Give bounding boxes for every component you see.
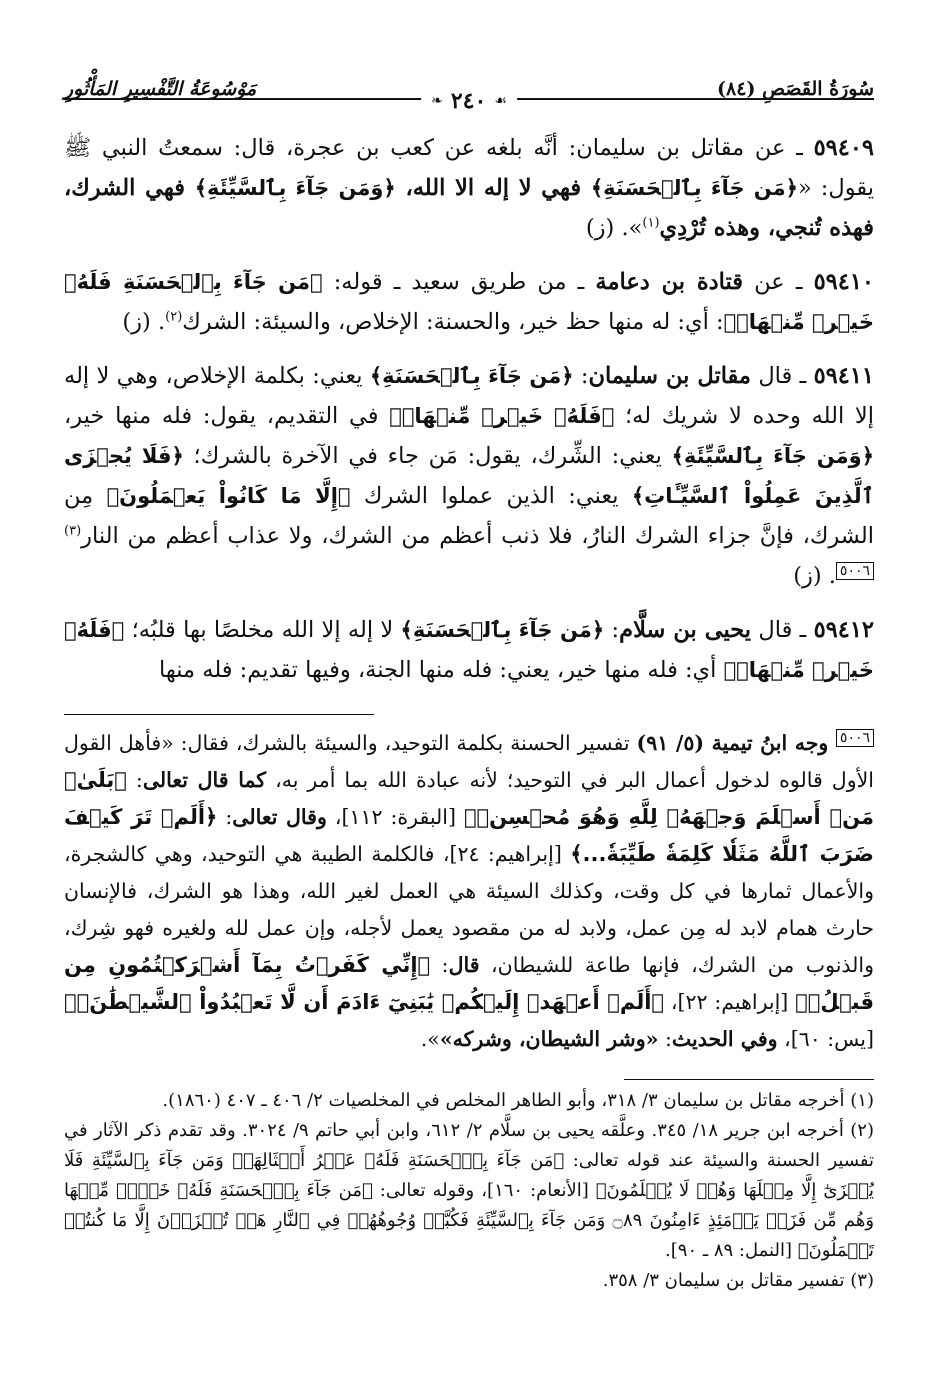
footnote-3: (٣) تفسير مقاتل بن سليمان ٣/ ٣٥٨. bbox=[602, 1269, 874, 1291]
note-text: : bbox=[430, 953, 449, 977]
note-text: تفسير الحسنة بكلمة التوحيد، والسيئة بالشرك، فقال: «فأهل القول الأول قالوه لدخول أعمال البر في التوحيد؛ لأنه عبادة الله بما أمر به، bbox=[64, 731, 874, 792]
entry-text: ـ من طريق سعيد ـ قوله: bbox=[322, 269, 596, 295]
entry-text: ـ عن مقاتل بن سليمان: أنَّه بلغه عن كعب بن عجرة، قال: سمعتُ النبي ﷺ يقول: « bbox=[64, 135, 874, 201]
quran-quote: ﴿مَن جَآءَ بِٱلۡحَسَنَةِ﴾ bbox=[369, 364, 574, 388]
note-bold-text: وجه ابنُ تيمية (٥/ ٩١) bbox=[636, 731, 836, 755]
entry-text: ـ قال bbox=[751, 363, 814, 389]
entry-number: ٥٩٤٠٩ bbox=[813, 135, 874, 161]
quran-quote: ﴿أَلَمۡ أَعۡهَدۡ إِلَيۡكُمۡ يَٰبَنِيٓ ءَادَمَ أَن لَّا تَعۡبُدُواْ ٱلشَّيۡطَٰنَۖ﴾ bbox=[64, 990, 665, 1014]
entry-number: ٥٩٤١٠ bbox=[813, 269, 875, 295]
note-bold-text: قال bbox=[448, 953, 480, 977]
narrator-name: مقاتل بن سليمان bbox=[588, 363, 751, 389]
entry-text: . (ز) bbox=[793, 563, 836, 589]
note-text: [إبراهيم: ٢٢]، bbox=[664, 990, 796, 1014]
entry-text: يعني: الشِّرك، يقول: مَن جاء في الآخرة بالشرك؛ bbox=[183, 443, 672, 469]
entry-bold-text: فهي الشرك، فهذه تُنجي، وهذه تُرْدِي bbox=[64, 175, 874, 241]
entry-text: ـ قال bbox=[751, 617, 814, 643]
narrator-name: قتادة بن دعامة bbox=[595, 269, 744, 295]
quran-quote: ﴿بَلَىٰۚ مَنۡ أَسۡلَمَ وَجۡهَهُۥ لِلَّهِ وَهُوَ مُحۡسِنٞ﴾ bbox=[64, 768, 874, 829]
note-bold-text: «وشر الشيطان، وشركه» bbox=[439, 1027, 659, 1051]
entry-text: : bbox=[573, 363, 589, 389]
quran-quote: ﴿مَن جَآءَ بِٱلۡحَسَنَةِ﴾ bbox=[590, 176, 798, 200]
entry-text: : bbox=[604, 617, 620, 643]
editor-note-ref[interactable]: ٥٠٠٦ bbox=[836, 562, 874, 580]
entry-text: مِن الشرك، فإنَّ جزاء الشرك النارُ، فلا ذنب أعظم من الشرك، ولا عذاب أعظم من النار bbox=[64, 483, 874, 549]
entry-number: ٥٩٤١٢ bbox=[813, 617, 874, 643]
quran-quote: ﴿مَن جَآءَ بِٱلۡحَسَنَةِ﴾ bbox=[400, 618, 605, 642]
note-bold-text: وقال تعالى bbox=[232, 805, 327, 829]
page-number-block bbox=[421, 88, 517, 114]
quran-quote: ﴿وَمَن جَآءَ بِٱلسَّيِّئَةِ﴾ bbox=[194, 176, 396, 200]
footnote-separator bbox=[624, 1079, 874, 1080]
note-text: [يس: ٦٠]، bbox=[777, 1027, 874, 1051]
ornament-right-icon: ☙ bbox=[494, 93, 507, 109]
quran-quote: ﴿إِنِّي كَفَرۡتُ بِمَآ أَشۡرَكۡتُمُونِ مِن قَبۡلُۗ﴾ bbox=[64, 953, 874, 1014]
page-header bbox=[64, 52, 874, 114]
note-text: ». bbox=[420, 1027, 440, 1051]
note-text: : bbox=[126, 768, 143, 792]
page-number: ٢٤٠ bbox=[450, 88, 487, 114]
note-bold-text: وفي الحديث bbox=[671, 1027, 778, 1051]
ornament-left-icon: ❧ bbox=[431, 93, 443, 109]
note-bold-text: كما قال تعالى bbox=[142, 768, 267, 792]
series-title: مَوْسُوعَةُ التَّفْسِيرِ المَأْثُورِ bbox=[64, 78, 257, 100]
entry-59412 bbox=[64, 610, 874, 690]
editor-note-number: ٥٠٠٦ bbox=[836, 729, 874, 747]
footnote-2: (٢) أخرجه ابن جرير ١٨/ ٣٤٥. وعلَّقه يحيى بن سلَّام ٢/ ٦١٢، وابن أبي حاتم ٩/ ٣٠٢٤. وقد تقدم ذكر الآثار في تفسير الحسنة والسيئة عند قوله تعالى: ﴿مَن جَآءَ بِٱلۡحَسَنَةِ فَلَهُۥ عَشۡرُ أَمۡثَالِهَاۖ وَمَن جَآءَ بِٱلسَّيِّئَةِ فَلَا يُجۡزَىٰٓ إِلَّا مِثۡلَهَا وَهُمۡ لَا يُظۡلَمُونَ﴾ [الأنعام: ١٦٠]، وقوله تعالى: ﴿مَن جَآءَ بِٱلۡحَسَنَةِ فَلَهُۥ خَيۡرٞ مِّنۡهَا وَهُم مِّن فَزَعٖ يَوۡمَئِذٍ ءَامِنُونَ ۝٨٩ وَمَن جَآءَ بِٱلسَّيِّئَةِ فَكُبَّتۡ وُجُوهُهُمۡ فِي ٱلنَّارِ هَلۡ تُجۡزَوۡنَ إِلَّا مَا كُنتُمۡ تَعۡمَلُونَ﴾ [النمل: ٨٩ ـ ٩٠]. bbox=[64, 1119, 875, 1261]
entry-text: ـ عن bbox=[743, 269, 814, 295]
entry-59410 bbox=[64, 262, 874, 342]
narrator-name: يحيى بن سلَّام bbox=[619, 617, 752, 643]
entry-text: يعني: بكلمة الإخلاص، وهي لا إله إلا الله وحده لا شريك له؛ bbox=[64, 363, 874, 429]
entry-text: : أي: له منها حظ خير، والحسنة: الإخلاص، والسيئة: الشرك bbox=[182, 309, 724, 335]
quran-quote: ﴿أَلَمۡ تَرَ كَيۡفَ ضَرَبَ ٱللَّهُ مَثَلٗا كَلِمَةٗ طَيِّبَةٗ...﴾ bbox=[64, 805, 874, 866]
footnote-1: (١) أخرجه مقاتل بن سليمان ٣/ ٣١٨، وأبو الطاهر المخلص في المخلصيات ٢/ ٤٠٦ ـ ٤٠٧ (١٨٦٠). bbox=[162, 1089, 874, 1111]
entry-text: يعني: الذين عملوا الشرك bbox=[350, 483, 632, 509]
quran-quote: ﴿فَلَهُۥ خَيۡرٞ مِّنۡهَاۖ﴾ bbox=[64, 618, 874, 682]
note-text: [إبراهيم: ٢٤]، فالكلمة الطيبة هي التوحيد، وهي كالشجرة، والأعمال ثمارها في كل وقت، وكذلك السيئة هي العمل لغير الله، وهذا هو الشرك، فالإنسان حارث همام لابد له مِن عمل، ولابد له من مقصود يعمل لأجله، وإن عمل لله ولغيره فهو شِرك، والذنوب من الشرك، فإنها طاعة للشيطان، bbox=[64, 842, 874, 977]
entry-text: . (ز) bbox=[122, 309, 166, 335]
entry-59409 bbox=[64, 128, 874, 248]
editor-note bbox=[64, 725, 874, 1058]
entry-text: في التقديم، يقول: فله منها خير، bbox=[64, 403, 390, 429]
entry-59411 bbox=[64, 356, 874, 596]
note-text: [البقرة: ١١٢]، bbox=[326, 805, 464, 829]
entry-text: أي: فله منها خير، يعني: فله منها الجنة، وفيها تقديم: فله منها bbox=[159, 657, 724, 683]
footnotes bbox=[64, 1086, 874, 1296]
entry-text: ». (ز) bbox=[585, 215, 643, 241]
note-text: : bbox=[217, 805, 233, 829]
quran-quote: ﴿إِلَّا مَا كَانُواْ يَعۡمَلُونَ﴾ bbox=[106, 484, 351, 508]
quran-quote: ﴿وَمَن جَآءَ بِٱلسَّيِّئَةِ﴾ bbox=[671, 444, 875, 468]
quran-quote: ﴿فَلَا يُجۡزَى ٱلَّذِينَ عَمِلُواْ ٱلسَّيِّـَٔاتِ﴾ bbox=[64, 444, 874, 508]
footnote-ref[interactable]: (١) bbox=[642, 215, 660, 231]
quran-quote: ﴿مَن جَآءَ بِٱلۡحَسَنَةِ فَلَهُۥ خَيۡرٞ مِّنۡهَاۖ﴾ bbox=[64, 270, 874, 334]
footnote-ref[interactable]: (٣) bbox=[64, 523, 82, 539]
note-text: : bbox=[658, 1027, 672, 1051]
entry-bold-text: فهي لا إله الا الله، bbox=[395, 175, 591, 201]
quran-quote: ﴿فَلَهُۥ خَيۡرٞ مِّنۡهَاۖ﴾ bbox=[389, 404, 615, 428]
surah-title: سُورَةُ القَصَصِ (٨٤) bbox=[717, 78, 874, 100]
entry-text: لا إله إلا الله مخلصًا بها قلبُه؛ bbox=[124, 617, 401, 643]
main-text bbox=[64, 128, 874, 690]
note-separator bbox=[64, 714, 374, 715]
entry-number: ٥٩٤١١ bbox=[813, 363, 874, 389]
footnote-ref[interactable]: (٢) bbox=[165, 309, 183, 325]
